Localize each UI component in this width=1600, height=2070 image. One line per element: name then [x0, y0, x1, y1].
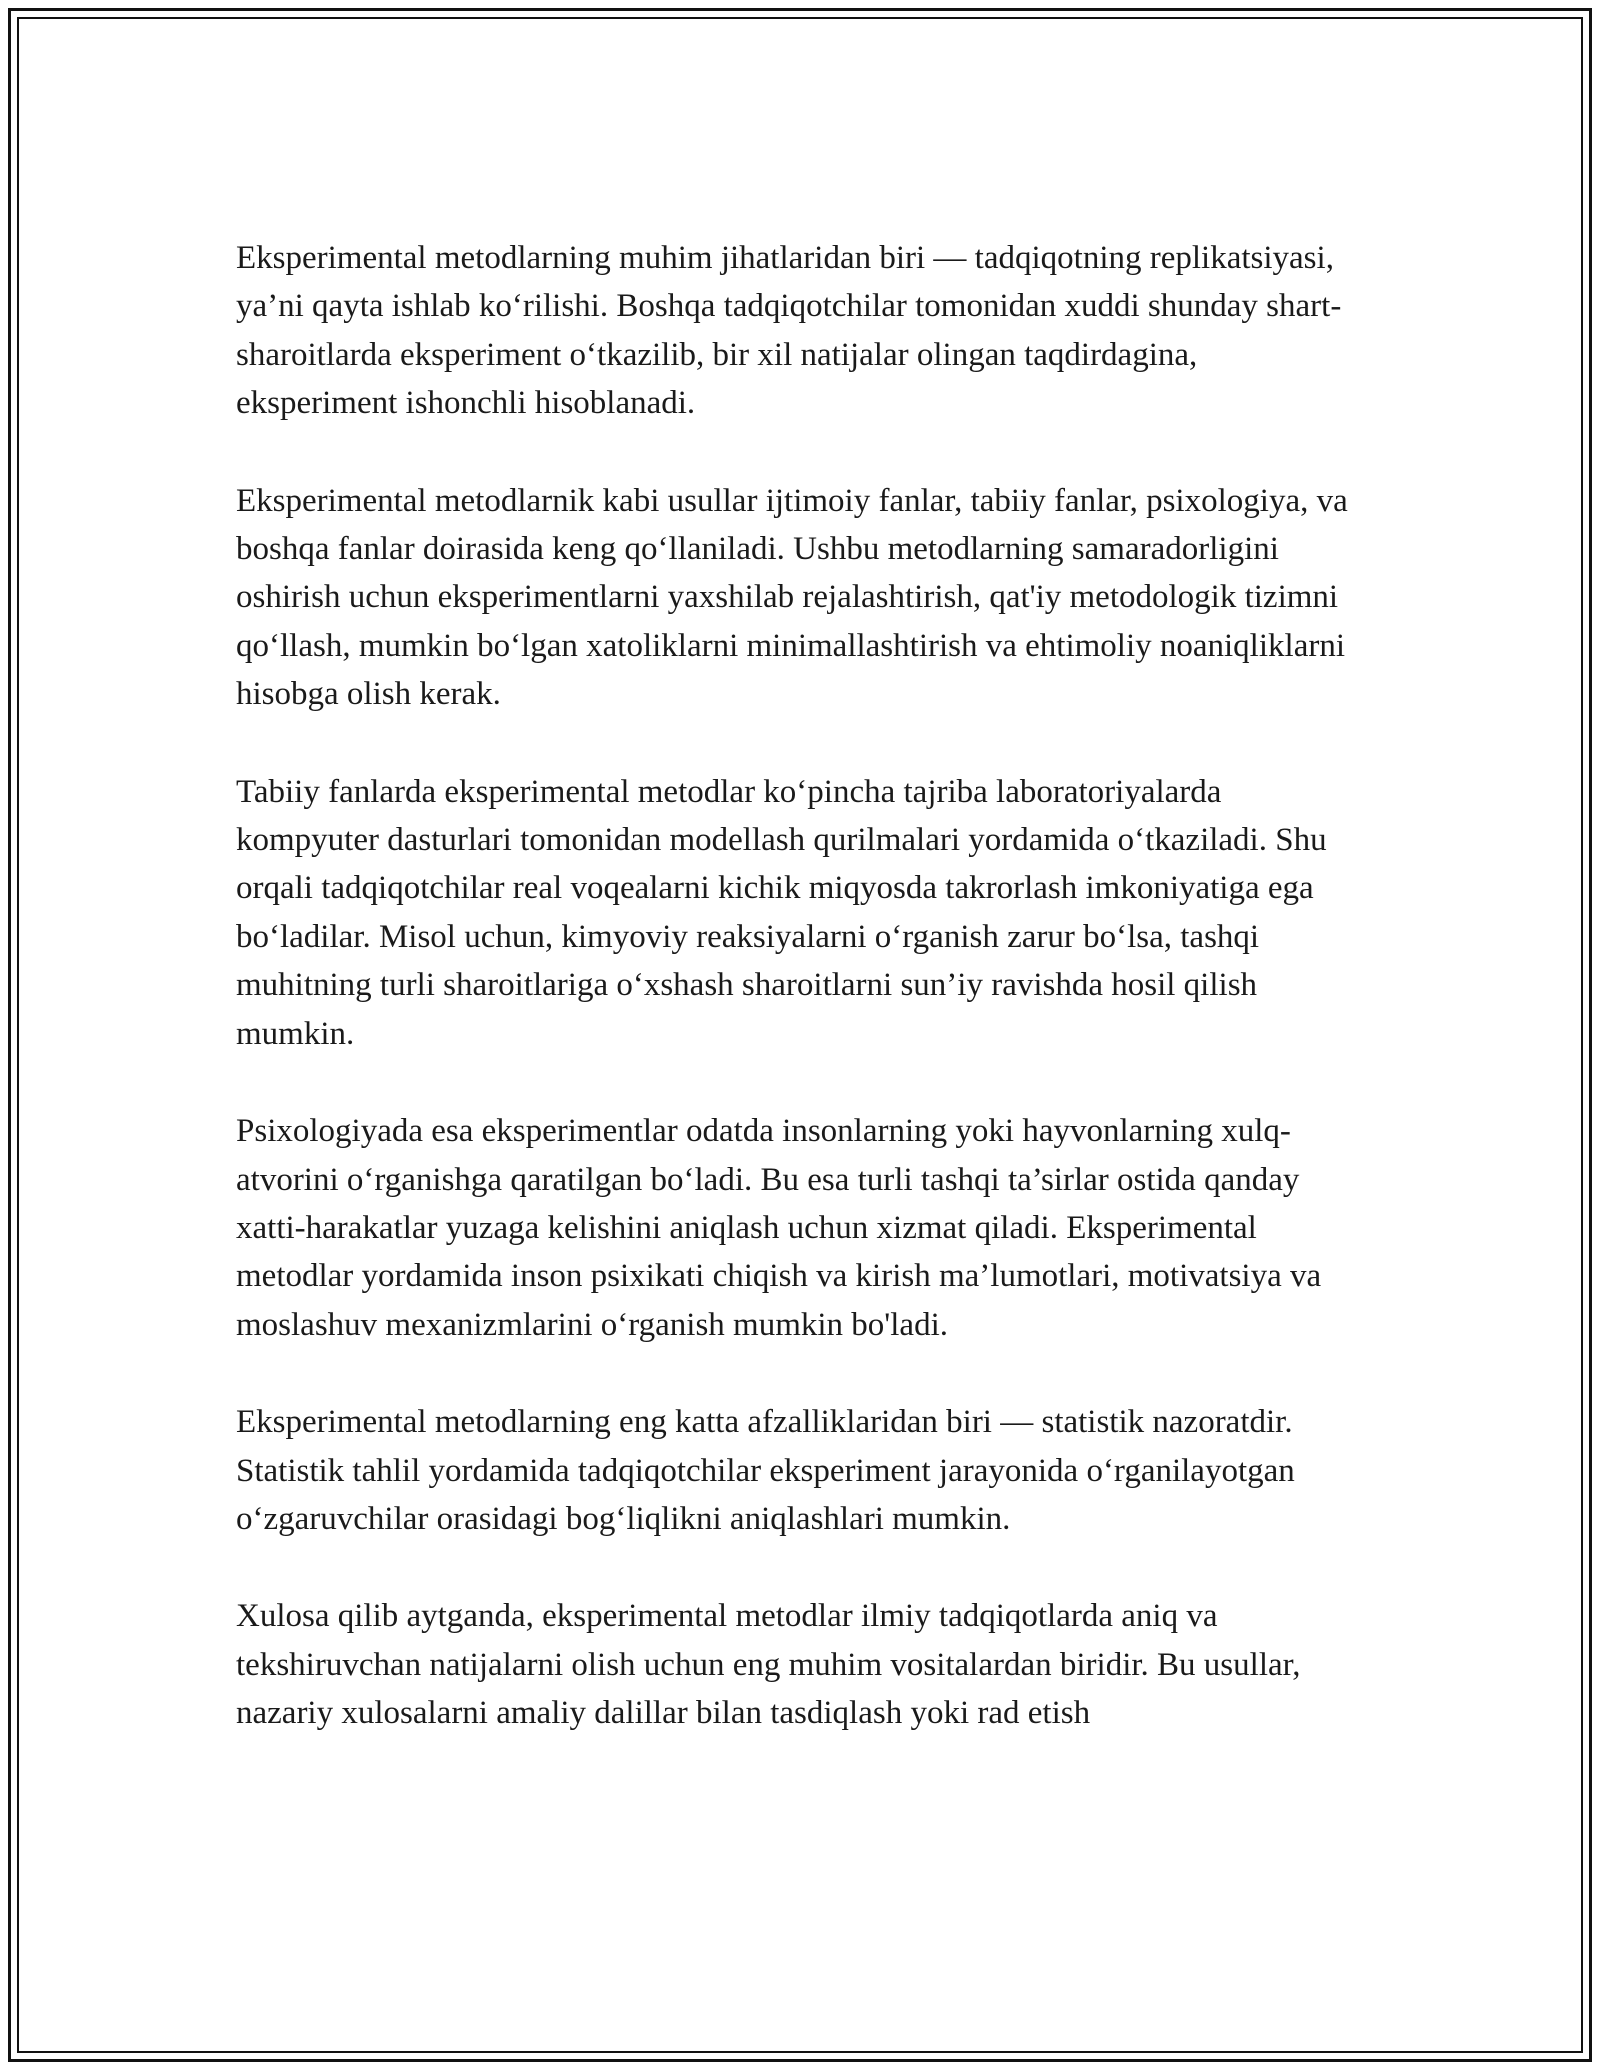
paragraph-conclusion: Xulosa qilib aytganda, eksperimental metodlar ilmiy tadqiqotlarda aniq va tekshiruvchan natijalarni olish uchun eng muhim vositalardan biridir. Bu usullar, nazariy xulosalarni amaliy dalillar bilan tasdiqlash yoki rad etish [236, 1598, 1301, 1732]
paragraph-statistical-control: Eksperimental metodlarning eng katta afzalliklaridan biri — statistik nazoratdir. Statistik tahlil yordamida tadqiqotchilar eksperiment jarayonida o‘rganilayotgan o‘zgaruvchilar orasidagi bog‘liqlikni aniqlashlari mumkin. [236, 1404, 1295, 1537]
paragraph-psychology: Psixologiyada esa eksperimentlar odatda insonlarning yoki hayvonlarning xulq-atvorini o‘rganishga qaratilgan bo‘ladi. Bu esa turli tashqi ta’sirlar ostida qanday xatti-harakatlar yuzaga kelishini aniqlash uchun xizmat qiladi. Eksperimental metodlar yordamida inson psixikati chiqish va kirish ma’lumotlari, motivatsiya va moslashuv mexanizmlarini o‘rganish mumkin bo'ladi. [236, 1113, 1322, 1343]
paragraph-application-fields: Eksperimental metodlarnik kabi usullar ijtimoiy fanlar, tabiiy fanlar, psixologiya, va boshqa fanlar doirasida keng qo‘llaniladi. Ushbu metodlarning samaradorligini oshirish uchun eksperimentlarni yaxshilab rejalashtirish, qat'iy metodologik tizimni qo‘llash, mumkin bo‘lgan xatoliklarni minimallashtirish va ehtimoliy noaniqliklarni hisobga olish kerak. [236, 482, 1348, 713]
paragraph-replication: Eksperimental metodlarning muhim jihatlaridan biri — tadqiqotning replikatsiyasi, ya’ni qayta ishlab ko‘rilishi. Boshqa tadqiqotchilar tomonidan xuddi shunday shart-sharoitlarda eksperiment o‘tkazilib, bir xil natijalar olingan taqdirdagina, eksperiment ishonchli hisoblanadi. [236, 240, 1342, 422]
document-body [236, 234, 1364, 1787]
paragraph-natural-sciences: Tabiiy fanlarda eksperimental metodlar ko‘pincha tajriba laboratoriyalarda kompyuter dasturlari tomonidan modellash qurilmalari yordamida o‘tkaziladi. Shu orqali tadqiqotchilar real voqealarni kichik miqyosda takrorlash imkoniyatiga ega bo‘ladilar. Misol uchun, kimyoviy reaksiyalarni o‘rganish zarur bo‘lsa, tashqi muhitning turli sharoitlariga o‘xshash sharoitlarni sun’iy ravishda hosil qilish mumkin. [236, 773, 1327, 1052]
